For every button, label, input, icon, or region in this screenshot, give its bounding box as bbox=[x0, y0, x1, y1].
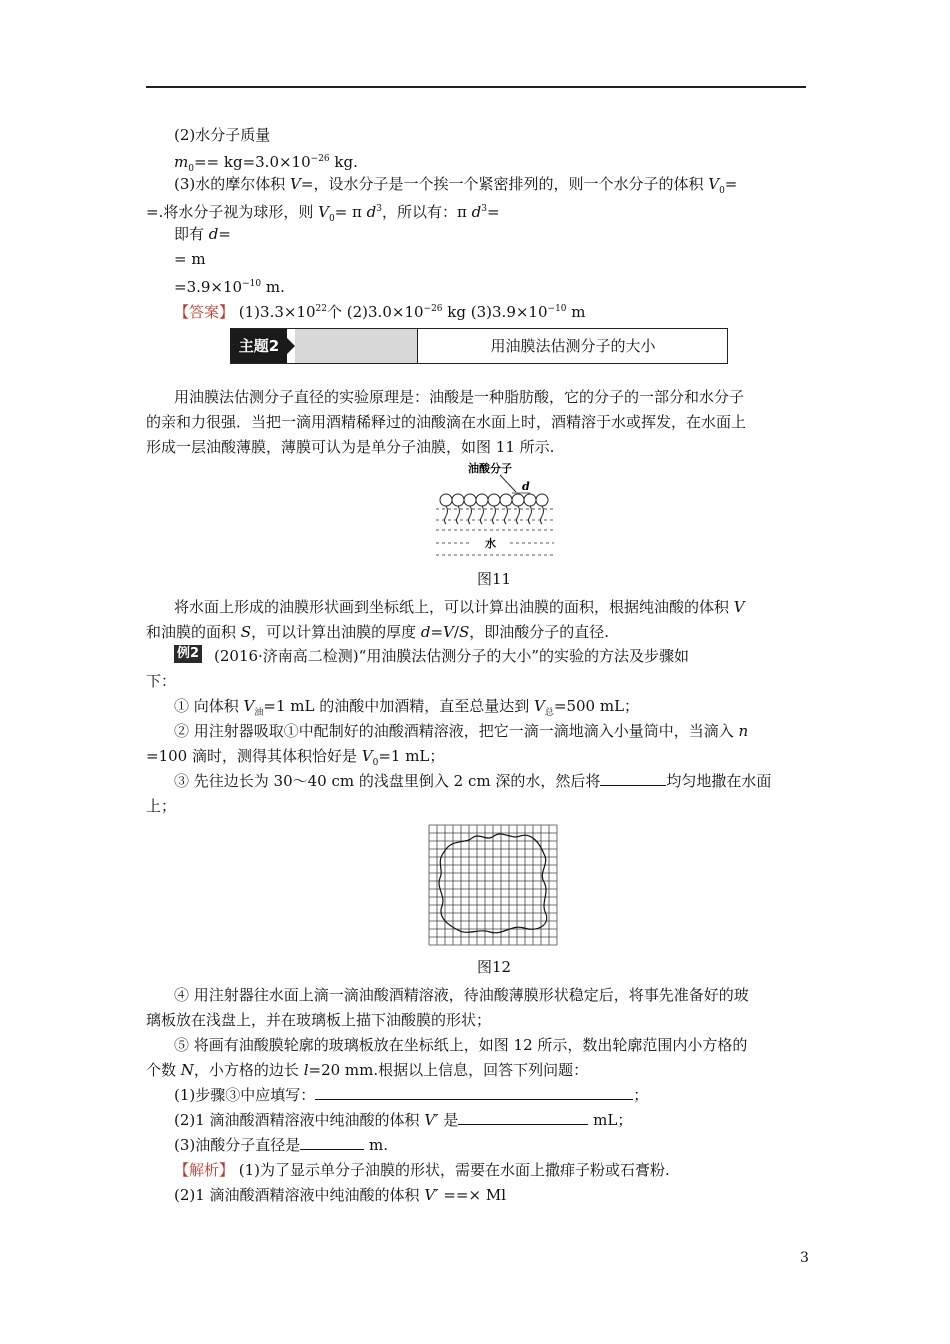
step-3: ③ 先往边长为 30～40 cm 的浅盘里倒入 2 cm 深的水，然后将 均匀地撒在水面 bbox=[174, 772, 772, 790]
fig11-d-label: d bbox=[522, 480, 530, 493]
text-line: $=3.9\times 10^{-10}$ m. bbox=[174, 278, 285, 296]
answer-blank bbox=[315, 1085, 633, 1100]
solution-line: 【解析】 (1)为了显示单分子油膜的形状，需要在水面上撒痱子粉或石膏粉. bbox=[174, 1161, 670, 1179]
text-line: 上； bbox=[146, 797, 177, 815]
topic-title: 用油膜法估测分子的大小 bbox=[417, 329, 728, 363]
solution-line: (2)1 滴油酸酒精溶液中纯油酸的体积 V′ ==× Ml bbox=[174, 1186, 506, 1204]
topic-banner bbox=[230, 328, 728, 364]
topic-tag-arrow-icon bbox=[287, 338, 295, 354]
answer-line: 【答案】 $(1)3.3\times 10^{22}$个 $(2)3.0\times 10^{-26}$ kg $(3)3.9\times 10^{-10}$ m bbox=[174, 303, 586, 321]
question-1: (1)步骤③中应填写： ； bbox=[174, 1086, 649, 1104]
example-badge: 例2 bbox=[174, 645, 202, 663]
question-3: (3)油酸分子直径是 m. bbox=[174, 1136, 389, 1154]
text-line: =.将水分子视为球形，则 $V_0= \pi$ $d^3$，所以有：π $d^3=$ bbox=[146, 203, 500, 224]
text-line: 璃板放在浅盘上，并在玻璃板上描下油酸膜的形状； bbox=[146, 1011, 492, 1029]
question-2: (2)1 滴油酸酒精溶液中纯油酸的体积 V′ 是 mL； bbox=[174, 1111, 633, 1129]
text-line: 用油膜法估测分子直径的实验原理是：油酸是一种脂肪酸，它的分子的一部分和水分子 bbox=[174, 388, 745, 406]
answer-blank bbox=[458, 1110, 588, 1125]
text-line: =100 滴时，测得其体积恰好是 $V_0=1$ mL； bbox=[146, 747, 445, 768]
step-2: ② 用注射器吸取①中配制好的油酸酒精溶液，把它一滴一滴地滴入小量筒中，当滴入 n bbox=[174, 722, 749, 740]
figure-12-grid-diagram bbox=[428, 824, 558, 946]
fig11-molecule-label: 油酸分子 bbox=[468, 462, 512, 475]
answer-blank bbox=[300, 1135, 364, 1150]
text-line: (2016·济南高二检测)“用油膜法估测分子的大小”的实验的方法及步骤如 bbox=[214, 647, 689, 665]
text-line: 将水面上形成的油膜形状画到坐标纸上，可以计算出油膜的面积，根据纯油酸的体积 V bbox=[174, 598, 745, 616]
text-line: 个数 N，小方格的边长 l=20 mm.根据以上信息，回答下列问题： bbox=[146, 1061, 589, 1079]
text-line: 和油膜的面积 S，可以计算出油膜的厚度 d=V/S，即油酸分子的直径. bbox=[146, 623, 609, 641]
text-line: 的亲和力很强．当把一滴用酒精稀释过的油酸滴在水面上时，酒精溶于水或挥发，在水面上 bbox=[146, 413, 747, 431]
figure-12-caption: 图12 bbox=[476, 958, 512, 976]
topic-tag: 主题2 bbox=[231, 329, 287, 363]
text-line: 即有 d= bbox=[174, 225, 231, 243]
text-line: (2)水分子质量 bbox=[174, 126, 271, 144]
figure-11-oil-film-diagram bbox=[430, 460, 560, 565]
answer-label: 【答案】 bbox=[174, 303, 235, 321]
page-number: 3 bbox=[800, 1250, 809, 1266]
fig11-pointer-line bbox=[500, 475, 516, 492]
answer-blank bbox=[600, 771, 666, 786]
text-line: (3)水的摩尔体积 V=，设水分子是一个挨一个紧密排列的，则一个水分子的体积 $V_0=$ bbox=[174, 175, 738, 196]
text-line: 下： bbox=[146, 672, 177, 690]
text-line: $m_0== kg=3.0\times 10^{-26}$ kg. bbox=[174, 153, 358, 174]
step-4: ④ 用注射器往水面上滴一滴油酸酒精溶液，待油酸薄膜形状稳定后，将事先准备好的玻 bbox=[174, 986, 749, 1004]
figure-11-caption: 图11 bbox=[476, 570, 512, 588]
header-rule bbox=[146, 86, 806, 88]
solution-label: 【解析】 bbox=[174, 1161, 235, 1179]
step-5: ⑤ 将画有油酸膜轮廓的玻璃板放在坐标纸上，如图 12 所示，数出轮廓范围内小方格的 bbox=[174, 1036, 748, 1054]
step-1: ① 向体积 $V_油=1$ mL 的油酸中加酒精，直至总量达到 $V_总=500$ mL； bbox=[174, 697, 640, 718]
text-line: 形成一层油酸薄膜，薄膜可认为是单分子油膜，如图 11 所示. bbox=[146, 438, 555, 456]
topic-banner-fill bbox=[295, 329, 417, 363]
text-line: = m bbox=[174, 250, 206, 268]
fig11-water-label: 水 bbox=[485, 537, 496, 550]
